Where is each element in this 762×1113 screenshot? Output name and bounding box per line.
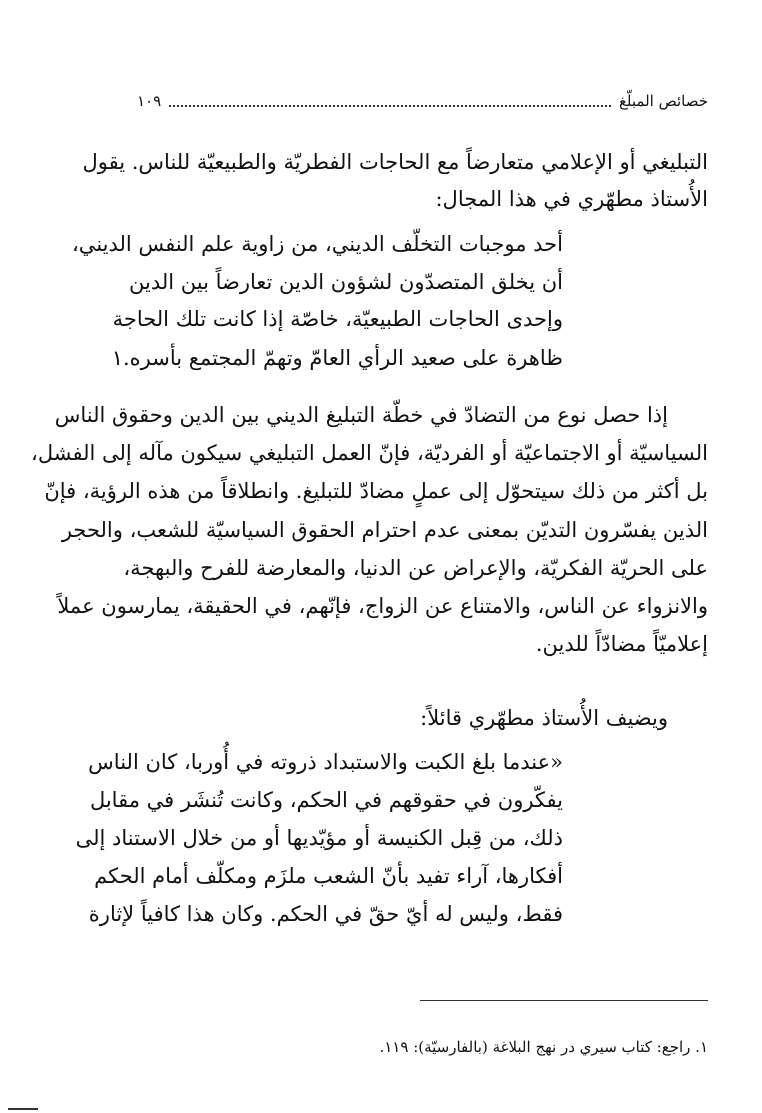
body-line: إعلاميّاً مضادّاً للدين.: [535, 632, 708, 656]
quote-line: أحد موجبات التخلّف الديني، من زاوية علم النفس الديني،: [72, 232, 563, 256]
page-number: ١٠٩: [137, 92, 162, 110]
quote-line: أفكارها، آراء تفيد بأنّ الشعب ملزَم ومكلّف أمام الحكم: [94, 864, 563, 888]
quote-line: أن يخلق المتصدّون لشؤون الدين تعارضاً بين الدين: [129, 270, 563, 294]
body-line: والانزواء عن الناس، والامتناع عن الزواج، فإنّهم، في الحقيقة، يمارسون عملاً: [57, 594, 708, 618]
quote-line: فقط، وليس له أيّ حقّ في الحكم. وكان هذا كافياً لإثارة: [88, 902, 563, 926]
quote-line: ظاهرة على صعيد الرأي العامّ وتهمّ المجتمع بأسره.١: [111, 346, 563, 370]
body-line: إذا حصل نوع من التضادّ في خطّة التبليغ الديني بين الدين وحقوق الناس: [54, 403, 668, 427]
quote-line: وإحدى الحاجات الطبيعيّة، خاصّة إذا كانت تلك الحاجة: [112, 307, 563, 331]
running-header: [137, 88, 708, 114]
footnote: ١. راجع: كتاب سيري در نهج البلاغة (بالفارسيّة): ١١٩.: [379, 1038, 708, 1056]
quote-line: «عندما بلغ الكبت والاستبداد ذروته في أُوربا، كان الناس: [88, 750, 563, 774]
chapter-title: خصائص المبلّغ: [618, 92, 708, 110]
body-line: السياسيّة أو الاجتماعيّة أو الفرديّة، فإنّ العمل التبليغي سيكون مآله إلى الفشل،: [31, 441, 708, 465]
body-line: التبليغي أو الإعلامي متعارضاً مع الحاجات الفطريّة والطبيعيّة للناس. يقول: [82, 150, 708, 174]
body-line: الذين يفسّرون التديّن بمعنى عدم احترام الحقوق السياسيّة للشعب، والحجر: [61, 518, 708, 542]
body-line: بل أكثر من ذلك سيتحوّل إلى عملٍ مضادّ للتبليغ. وانطلاقاً من هذه الرؤية، فإنّ: [44, 479, 708, 503]
quote-line: يفكّرون في حقوقهم في الحكم، وكانت تُنشَر في مقابل: [89, 788, 563, 812]
body-line: ويضيف الأُستاذ مطهّري قائلاً:: [420, 706, 668, 730]
body-line: على الحريّة الفكريّة، والإعراض عن الدنيا، والمعارضة للفرح والبهجة،: [123, 556, 708, 580]
page-edge-mark: [8, 1108, 38, 1110]
quote-line: ذلك، من قِبل الكنيسة أو مؤيّديها أو من خلال الاستناد إلى: [75, 826, 563, 850]
body-line: الأُستاذ مطهّري في هذا المجال:: [435, 187, 708, 211]
footnote-divider: [420, 1000, 708, 1001]
leader-dots: [169, 95, 611, 107]
